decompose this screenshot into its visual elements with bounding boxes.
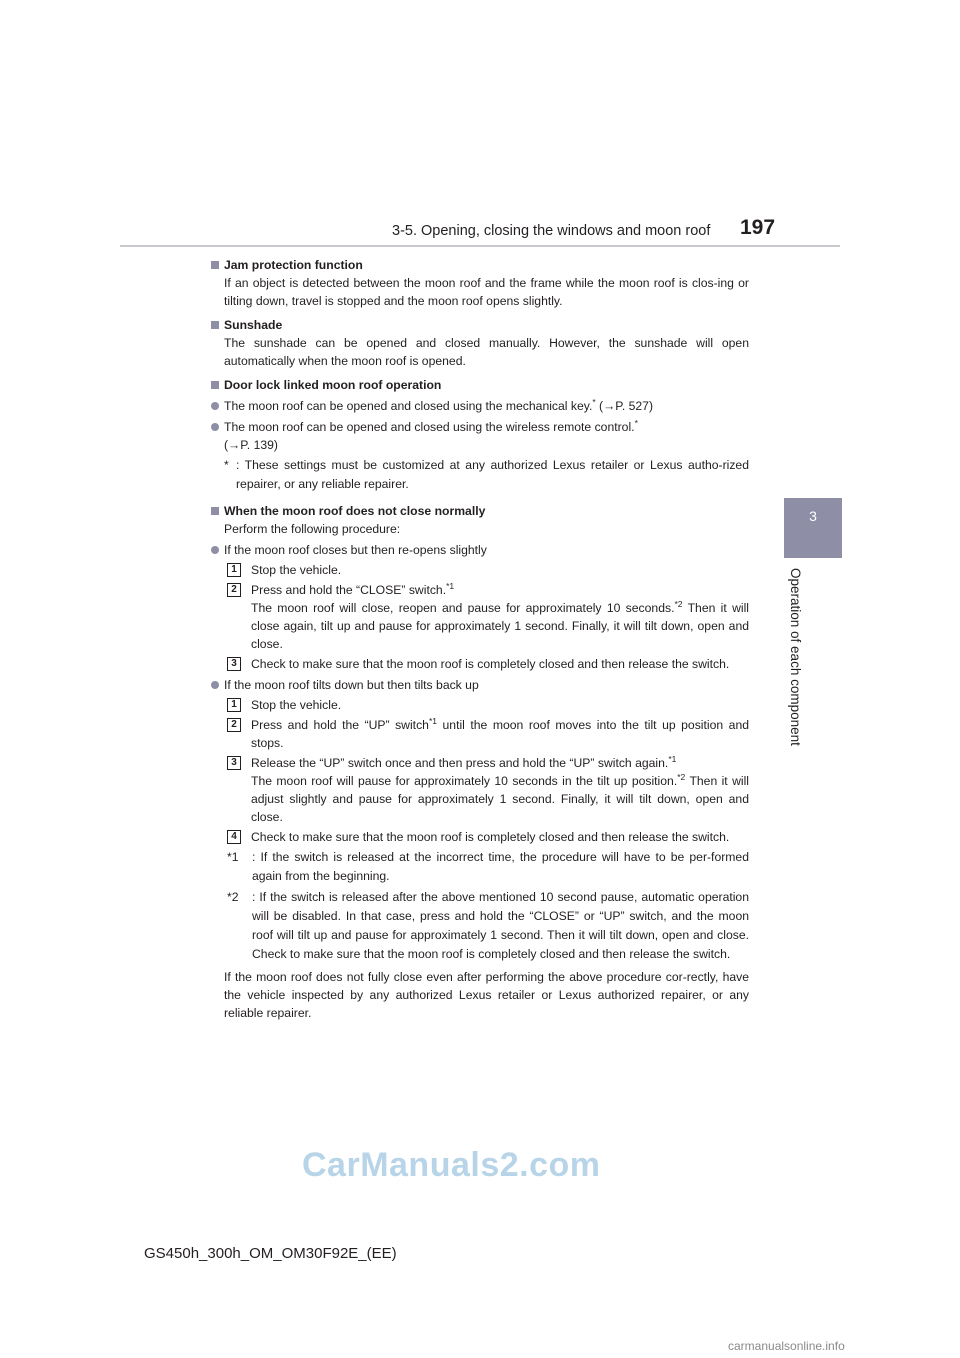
page-header	[0, 0, 960, 260]
chapter-title: Operation of each component	[788, 568, 803, 746]
square-bullet-icon	[211, 507, 219, 515]
step-number-box: 4	[227, 830, 241, 844]
header-rule	[120, 245, 840, 247]
document-id: GS450h_300h_OM_OM30F92E_(EE)	[144, 1245, 397, 1262]
chapter-title-vertical	[784, 568, 804, 768]
case-reopens: If the moon roof closes but then re-opens slightly	[209, 541, 749, 559]
heading-not-close: When the moon roof does not close normally	[209, 502, 749, 520]
procedure-intro: Perform the following procedure:	[224, 522, 401, 536]
case2-step-1: 1 Stop the vehicle.	[209, 696, 749, 714]
page-content	[209, 256, 749, 1022]
step-number-box: 2	[227, 583, 241, 597]
step-number-box: 2	[227, 718, 241, 732]
door-lock-bullet-remote: The moon roof can be opened and closed using the wireless remote control.* (→P. 139)	[209, 418, 749, 454]
case1-step-3: 3 Check to make sure that the moon roof is completely closed and then release the switch.	[209, 655, 749, 673]
step-number-box: 1	[227, 563, 241, 577]
case2-step-2: 2 Press and hold the “UP” switch$^{*1}$ until the moon roof moves into the tilt up position and stops.	[209, 716, 749, 752]
door-lock-footnote: * : These settings must be customized at any authorized Lexus retailer or Lexus autho-rized repairer, or any reliable repairer.	[224, 458, 749, 491]
round-bullet-icon	[211, 402, 219, 410]
case1-step-2: 2 Press and hold the “CLOSE” switch.$^{*1}$ The moon roof will close, reopen and pause for approximately 10 seconds.$^{*2}$ Then it will close again, tilt up and pause for approximately 1 second. Finally, it will tilt down, open and close.	[209, 581, 749, 653]
square-bullet-icon	[211, 261, 219, 269]
heading-door-lock: Door lock linked moon roof operation	[209, 376, 749, 394]
watermark-carmanualsonline: carmanualsonline.info	[728, 1339, 845, 1353]
round-bullet-icon	[211, 681, 219, 689]
case2-step-3: 3 Release the “UP” switch once and then press and hold the “UP” switch again.$^{*1}$ The moon roof will pause for approximately 10 seconds in the tilt up position.$^{*2}$ Then it will adjust slightly and pause for approximately 1 second. Finally, it will tilt down, open and close.	[209, 754, 749, 826]
watermark-carmanuals2: CarManuals2.com	[302, 1146, 601, 1184]
round-bullet-icon	[211, 546, 219, 554]
page-ref-link[interactable]: (→P. 139)	[224, 438, 278, 452]
heading-sunshade: Sunshade	[209, 316, 749, 334]
page-ref-link[interactable]: (→P. 527)	[599, 399, 654, 413]
jam-protection-body: If an object is detected between the moon roof and the frame while the moon roof is clos-ing or tilting down, travel is stopped and the moon roof opens slightly.	[224, 276, 749, 308]
footnote-2: *2 : If the switch is released after the above mentioned 10 second pause, automatic operation will be disabled. In that case, press and hold the “CLOSE” or “UP” switch, and the moon roof will tilt up and pause for approximately 1 second. Then it will tilt down, open and close. Check to make sure that the moon roof is completely closed and then release the switch.	[227, 890, 749, 961]
closing-paragraph: If the moon roof does not fully close even after performing the above procedure cor-rectly, have the vehicle inspected by any authorized Lexus retailer or Lexus authorized repairer, or any reliable repairer.	[224, 970, 749, 1020]
footnote-1: *1 : If the switch is released at the incorrect time, the procedure will have to be per-formed again from the beginning.	[227, 850, 749, 883]
door-lock-bullet-key: The moon roof can be opened and closed using the mechanical key.* (→P. 527)	[209, 397, 749, 415]
round-bullet-icon	[211, 423, 219, 431]
sunshade-body: The sunshade can be opened and closed manually. However, the sunshade will open automatically when the moon roof is opened.	[224, 336, 749, 368]
heading-jam-protection: Jam protection function	[209, 256, 749, 274]
chapter-tab	[784, 498, 842, 558]
section-title: 3-5. Opening, closing the windows and moon roof	[392, 223, 711, 239]
step-number-box: 3	[227, 657, 241, 671]
chapter-number: 3	[809, 508, 817, 524]
case-tilts-back: If the moon roof tilts down but then tilts back up	[209, 676, 749, 694]
case2-step-4: 4 Check to make sure that the moon roof is completely closed and then release the switch.	[209, 828, 749, 846]
square-bullet-icon	[211, 381, 219, 389]
square-bullet-icon	[211, 321, 219, 329]
case1-step-1: 1 Stop the vehicle.	[209, 561, 749, 579]
page-number: 197	[740, 216, 776, 239]
step-number-box: 1	[227, 698, 241, 712]
step-number-box: 3	[227, 756, 241, 770]
